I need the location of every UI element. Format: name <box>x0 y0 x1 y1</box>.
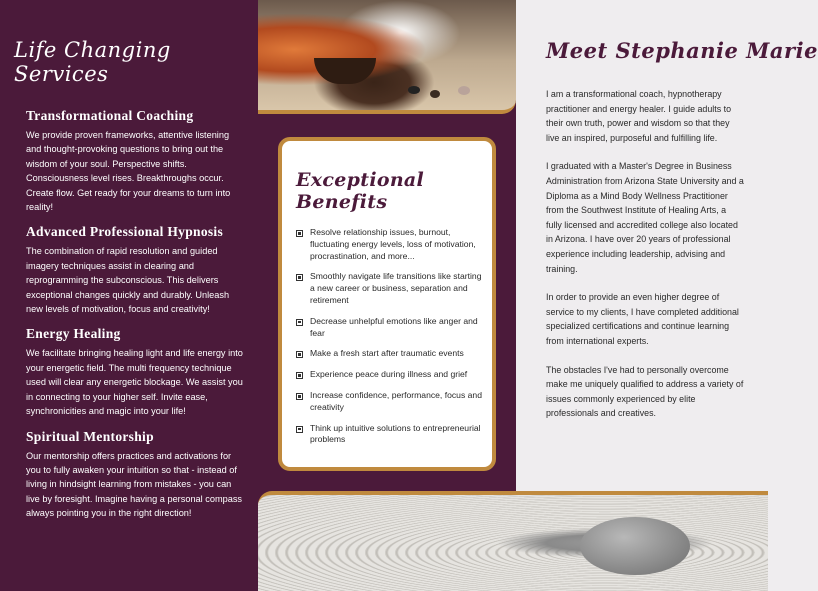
service-hypnosis <box>26 224 244 316</box>
benefit-text: Resolve relationship issues, burnout, fluctuating energy levels, loss of motivation, procrastination, and more... <box>310 227 476 261</box>
benefit-text: Smoothly navigate life transitions like starting a new career or business, separation and retirement <box>310 271 482 305</box>
benefit-text: Decrease unhelpful emotions like anger and fear <box>310 315 478 338</box>
zen-stone <box>580 517 690 575</box>
benefit-item <box>292 348 482 360</box>
crystal-stone <box>430 90 440 98</box>
square-bullet-icon <box>296 230 303 237</box>
service-title: Transformational Coaching <box>26 108 194 123</box>
service-title: Spiritual Mentorship <box>26 428 154 444</box>
about-paragraph: In order to provide an even higher degree of service to my clients, I have completed additional specialized certifications and continue learning from international experts. <box>546 292 739 346</box>
benefit-text: Increase confidence, performance, focus and creativity <box>310 389 482 412</box>
services-panel <box>0 0 258 591</box>
service-description: We facilitate bringing healing light and life energy into your energetic field. The multi frequency technique used will clear any energetic blockage. We assist you in connecting to your higher self. Invite ease, synchronicities and magic into your life! <box>26 348 243 417</box>
zen-garden-photo <box>258 491 768 591</box>
benefit-item <box>292 271 482 306</box>
service-energy-healing <box>26 326 244 418</box>
square-bullet-icon <box>296 274 303 281</box>
service-description: The combination of rapid resolution and guided imagery techniques assist in clearing and reprogramming the subconscious. This delivers exceptional changes quickly and durably. Unleash new levels of motivation, focus and creativity! <box>26 246 230 315</box>
incense-photo <box>258 0 516 114</box>
square-bullet-icon <box>296 319 303 326</box>
square-bullet-icon <box>296 426 303 433</box>
benefit-text: Make a fresh start after traumatic events <box>310 348 464 359</box>
benefits-card <box>278 137 496 471</box>
benefit-text: Think up intuitive solutions to entrepreneurial problems <box>310 422 481 445</box>
about-paragraph: The obstacles I've had to personally overcome make me uniquely qualified to address a variety of issues commonly experienced by elite professionals and creatives. <box>546 364 744 419</box>
square-bullet-icon <box>296 351 303 358</box>
service-mentorship <box>26 429 244 521</box>
benefits-heading: Exceptional Benefits <box>296 169 425 213</box>
services-heading: Life Changing Services <box>14 38 171 86</box>
service-title: Advanced Professional Hypnosis <box>26 224 224 240</box>
service-title: Energy Healing <box>26 326 121 342</box>
benefit-item <box>292 227 482 262</box>
about-heading: Meet Stephanie Marie <box>546 38 818 63</box>
square-bullet-icon <box>296 372 303 379</box>
service-coaching <box>26 108 244 214</box>
benefit-text: Experience peace during illness and grief <box>310 369 468 380</box>
benefit-item <box>292 369 482 381</box>
about-paragraph: I am a transformational coach, hypnotherapy practitioner and energy healer. I guide adults to their own truth, power and wisdom so that they live an inspired, purposeful and fulfilling life. <box>546 89 732 143</box>
about-panel <box>516 0 818 491</box>
benefit-item <box>292 316 482 340</box>
square-bullet-icon <box>296 393 303 400</box>
crystal-stone <box>408 86 420 94</box>
incense-bowl <box>314 58 376 84</box>
service-description: Our mentorship offers practices and activations for you to fully awaken your intuition so that - instead of living in hindsight learning from mistakes - you can live by foresight. Imagine having a personal compass always pointing you in the right direction! <box>26 450 243 519</box>
benefit-item <box>292 423 482 447</box>
benefit-item <box>292 390 482 414</box>
service-description: We provide proven frameworks, attentive listening and thought-provoking questions to bring out the wisdom of your soul. Perspective shifts. Consciousness level rises. Breakthroughs occur. Create flow. Get ready for your dreams to turn into reality! <box>26 130 231 213</box>
about-paragraph: I graduated with a Master's Degree in Business Administration from Arizona State University and a Diploma as a Mind Body Wellness Practitioner from the Southwest Institute of Healing Arts, a fully licensed and accredited college also located in Arizona. I have over 20 years of professional experience including leadership, advising and training. <box>546 161 744 274</box>
crystal-stone <box>458 86 470 95</box>
